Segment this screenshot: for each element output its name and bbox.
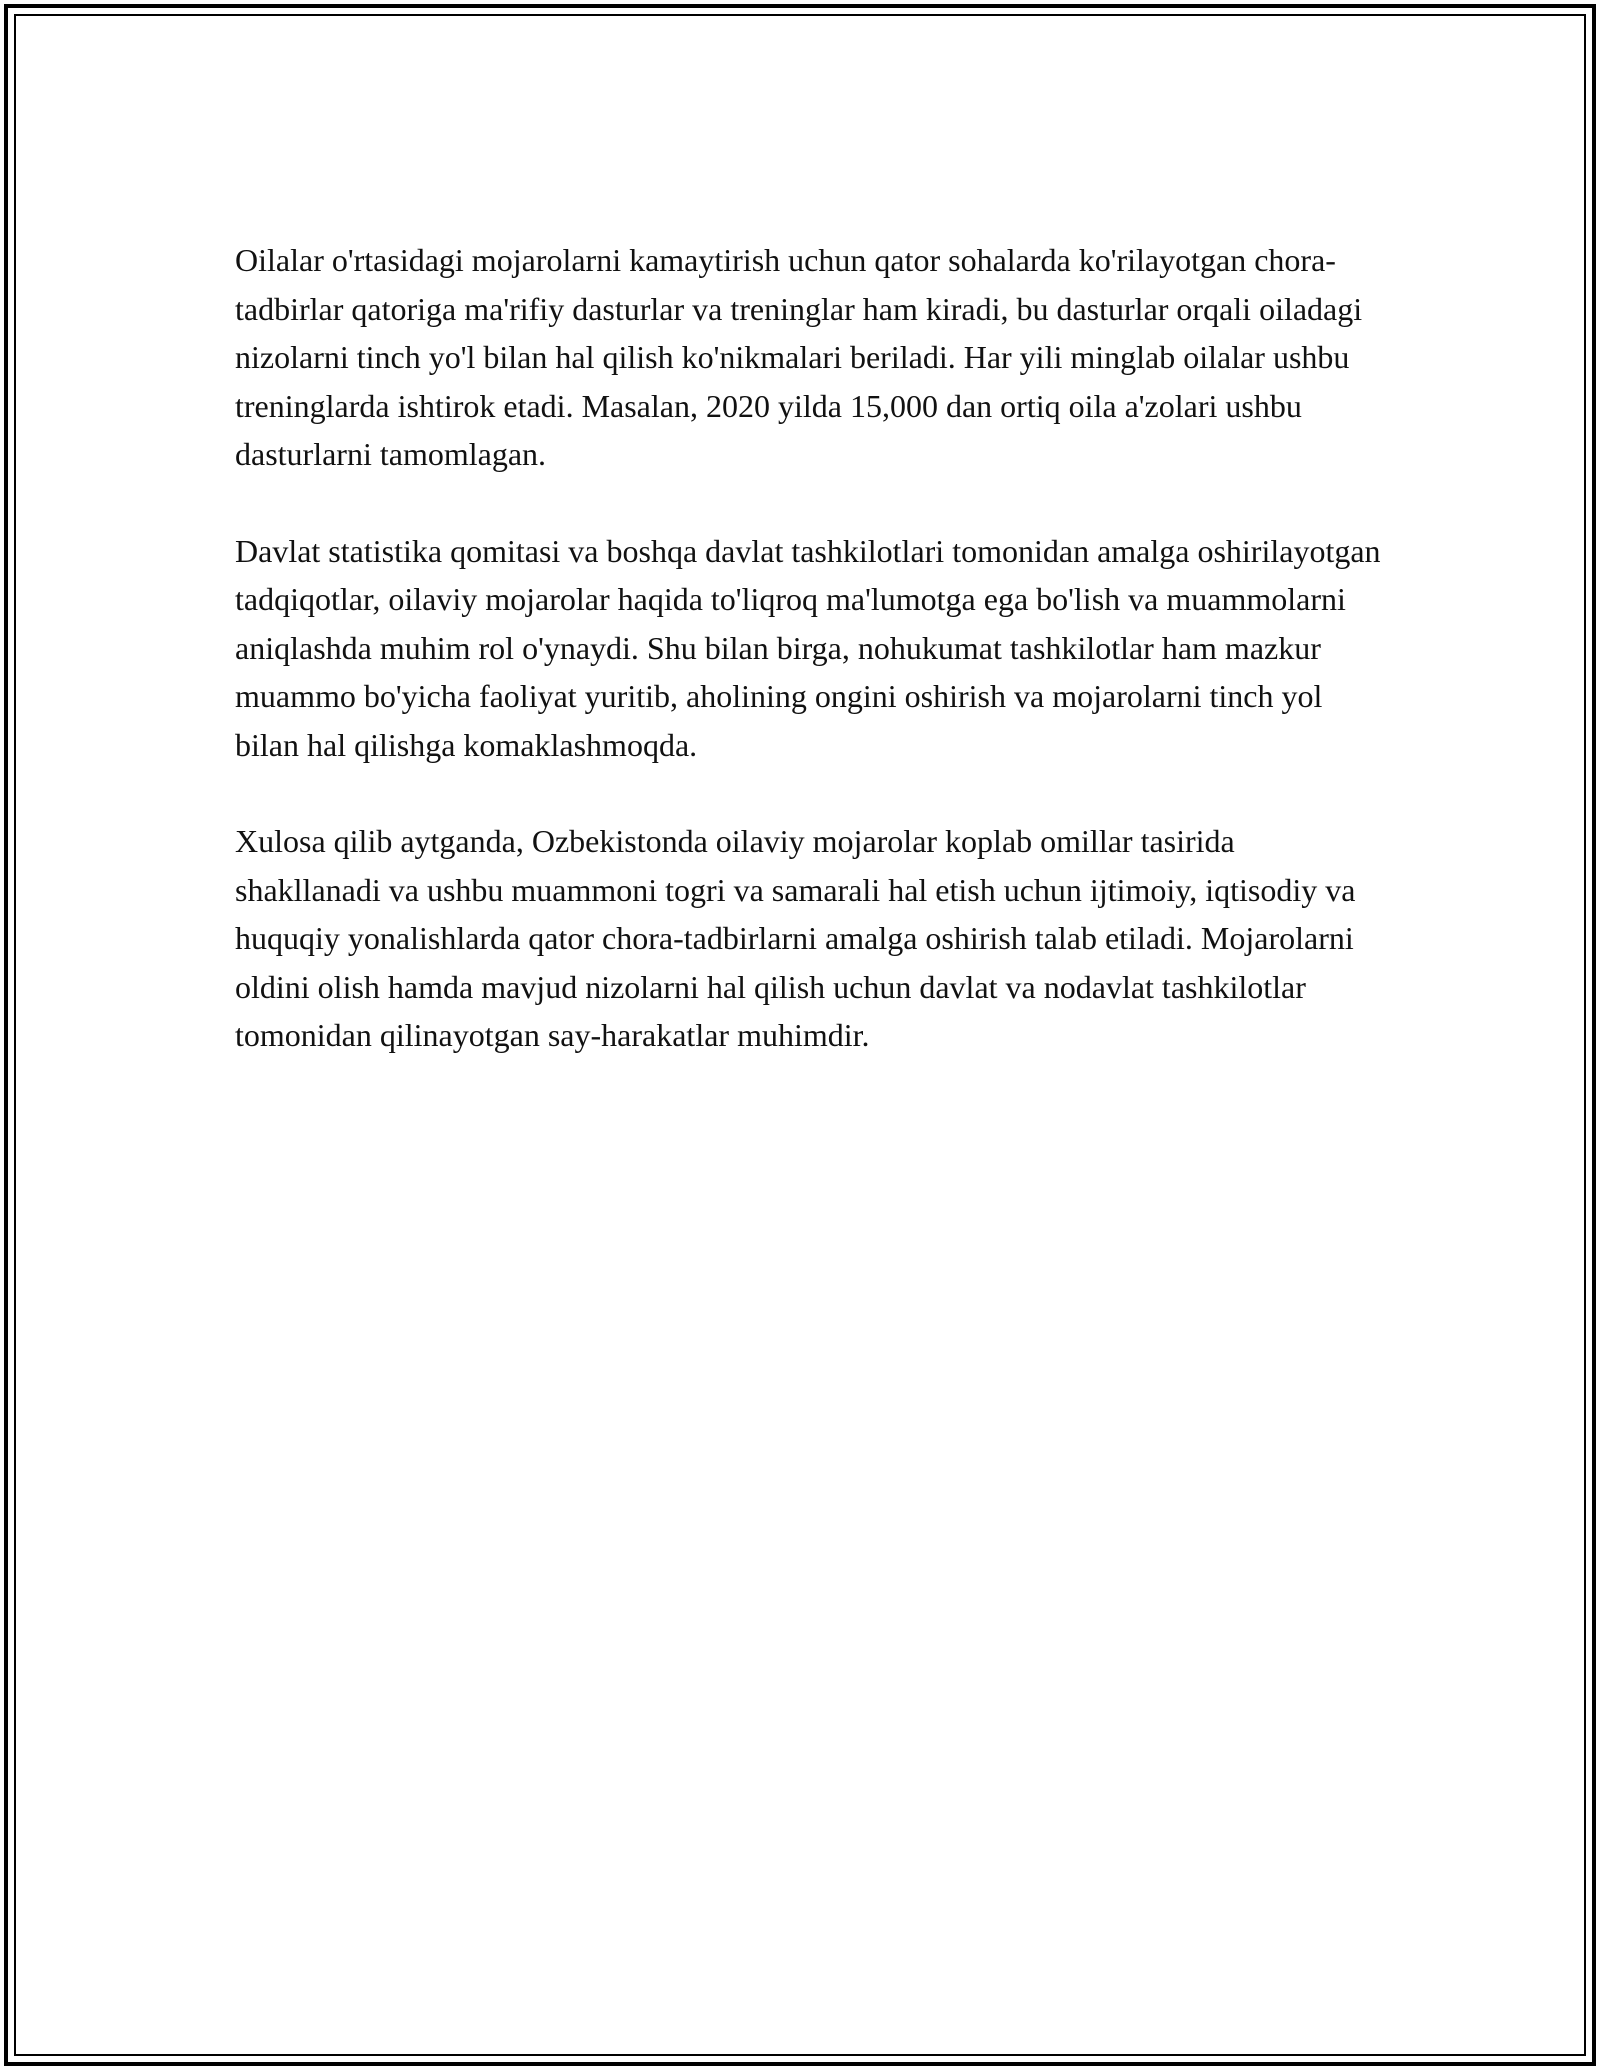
paragraph-training-programs: Oilalar o'rtasidagi mojarolarni kamaytirish uchun qator sohalarda ko'rilayotgan chora-tadbirlar qatoriga ma'rifiy dasturlar va treninglar ham kiradi, bu dasturlar orqali oiladagi nizolarni tinch yo'l bilan hal qilish ko'nikmalari beriladi. Har yili minglab oilalar ushbu treninglarda ishtirok etadi. Masalan, 2020 yilda 15,000 dan ortiq oila a'zolari ushbu dasturlarni tamomlagan.: [235, 242, 1363, 472]
document-body: [235, 236, 1385, 1108]
paragraph-research-role: Davlat statistika qomitasi va boshqa davlat tashkilotlari tomonidan amalga oshirilayotgan tadqiqotlar, oilaviy mojarolar haqida to'liqroq ma'lumotga ega bo'lish va muammolarni aniqlashda muhim rol o'ynaydi. Shu bilan birga, nohukumat tashkilotlar ham mazkur muammo bo'yicha faoliyat yuritib, aholining ongini oshirish va mojarolarni tinch yol bilan hal qilishga komaklashmoqda.: [235, 532, 1381, 763]
paragraph-conclusion: Xulosa qilib aytganda, Ozbekistonda oilaviy mojarolar koplab omillar tasirida shakllanadi va ushbu muammoni togri va samarali hal etish uchun ijtimoiy, iqtisodiy va huquqiy yonalishlarda qator chora-tadbirlarni amalga oshirish talab etiladi. Mojarolarni oldini olish hamda mavjud nizolarni hal qilish uchun davlat va nodavlat tashkilotlar tomonidan qilinayotgan say-harakatlar muhimdir.: [235, 823, 1356, 1053]
